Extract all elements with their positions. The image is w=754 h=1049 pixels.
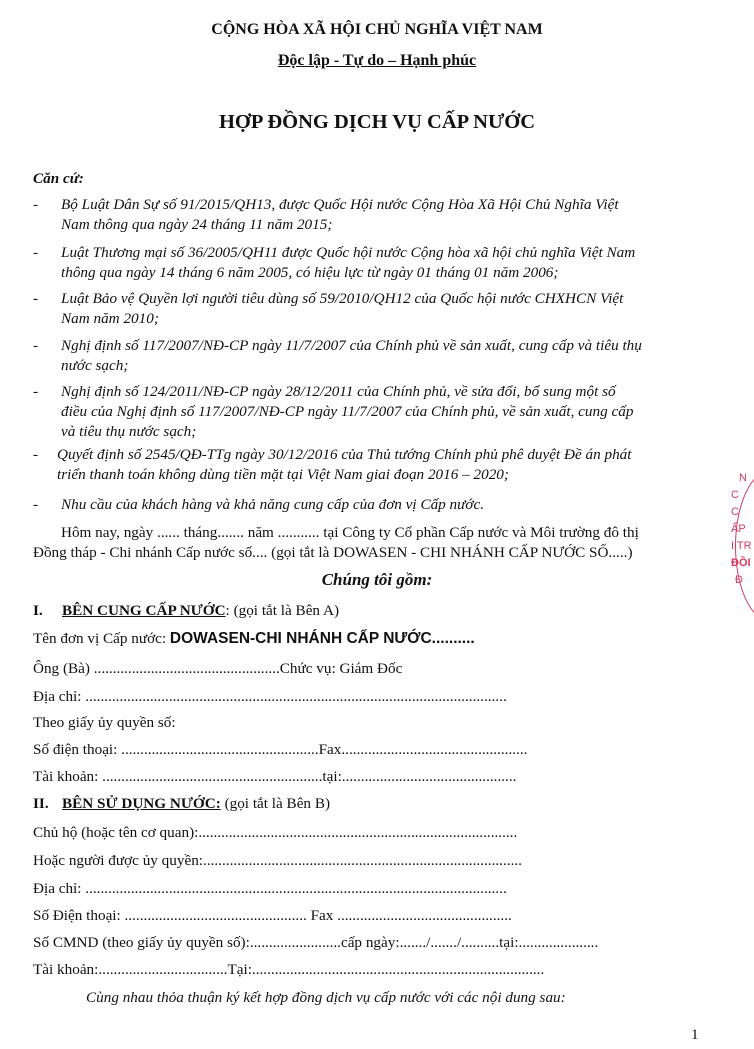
intro-line: Đồng tháp - Chi nhánh Cấp nước số.... (gọi tắt là DOWASEN - CHI NHÁNH CẤP NƯỚC SỐ.....) <box>33 544 633 561</box>
party-b-phone: Số Điện thoại: ................................................ Fax .............................................. <box>33 907 512 924</box>
nation-title: CỘNG HÒA XÃ HỘI CHỦ NGHĨA VIỆT NAM <box>211 21 543 38</box>
list-dash: - <box>33 496 39 513</box>
list-dash: - <box>33 244 39 261</box>
party-b-alias: (gọi tắt là Bên B) <box>220 795 331 812</box>
party-a-alias: : (gọi tắt là Bên A) <box>225 602 340 619</box>
parties-heading: Chúng tôi gồm: <box>321 570 433 589</box>
legal-basis-item-line: thông qua ngày 14 tháng 6 năm 2005, có hiệu lực từ ngày 01 tháng 01 năm 2006; <box>61 264 559 281</box>
list-dash: - <box>33 337 39 354</box>
stamp-text: Đ <box>735 574 743 586</box>
party-a-authorization: Theo giấy ủy quyền số: <box>33 714 176 731</box>
legal-basis-item-line: Quyết định số 2545/QĐ-TTg ngày 30/12/2016 của Thủ tướng Chính phủ phê duyệt Đề án phát <box>57 446 632 463</box>
stamp-text: ĐỒI <box>731 557 751 569</box>
list-dash: - <box>33 290 39 307</box>
list-dash: - <box>33 383 39 400</box>
stamp-text: C <box>731 489 739 501</box>
legal-basis-item-line: Bộ Luật Dân Sự số 91/2015/QH13, được Quốc Hội nước Cộng Hòa Xã Hội Chủ Nghĩa Việt <box>61 196 619 213</box>
page-number: 1 <box>691 1026 699 1043</box>
party-a-unit <box>33 630 475 648</box>
contract-title: HỢP ĐỒNG DỊCH VỤ CẤP NƯỚC <box>218 111 536 133</box>
official-stamp <box>729 470 754 620</box>
party-b-id-card: Số CMND (theo giấy ủy quyền số):........................cấp ngày:......./......./..........tại:..................... <box>33 934 599 951</box>
legal-basis-item-line: Nam năm 2010; <box>61 310 159 327</box>
list-dash: - <box>33 196 39 213</box>
stamp-text: ẤP <box>731 523 746 535</box>
closing-statement: Cùng nhau thỏa thuận ký kết hợp đồng dịch vụ cấp nước với các nội dung sau: <box>86 989 566 1006</box>
legal-basis-item-line: Luật Thương mại số 36/2005/QH11 được Quốc hội nước Cộng hòa xã hội chủ nghĩa Việt Nam <box>61 244 636 261</box>
party-b-name: BÊN SỬ DỤNG NƯỚC: <box>62 795 221 812</box>
party-b-heading <box>62 795 330 813</box>
legal-basis-item-line: và tiêu thụ nước sạch; <box>61 423 197 440</box>
stamp-text: C <box>731 506 739 518</box>
national-motto: Độc lập - Tự do – Hạnh phúc <box>277 52 477 69</box>
legal-basis-item-line: điều của Nghị định số 117/2007/NĐ-CP ngày 11/7/2007 của Chính phủ, về sản xuất, cung cấp <box>61 403 634 420</box>
party-b-account: Tài khoản:..................................Tại:............................................................................. <box>33 961 545 978</box>
stamp-text: N <box>739 472 747 484</box>
legal-basis-heading: Căn cứ: <box>33 170 84 187</box>
intro-line: Hôm nay, ngày ...... tháng....... năm ........... tại Công ty Cổ phần Cấp nước và Môi trường đô thị <box>61 524 639 541</box>
party-b-owner: Chủ hộ (hoặc tên cơ quan):.................................................................................... <box>33 824 518 841</box>
legal-basis-item-line: triển thanh toán không dùng tiền mặt tại Việt Nam giai đoạn 2016 – 2020; <box>57 466 509 483</box>
party-b-number: II. <box>33 795 49 812</box>
legal-basis-item-line: Nam thông qua ngày 24 tháng 11 năm 2015; <box>61 216 333 233</box>
stamp-text: I TR <box>731 540 752 552</box>
party-b-address: Địa chỉ: ............................................................................................................... <box>33 880 507 897</box>
legal-basis-item-line: Luật Bảo vệ Quyền lợi người tiêu dùng số 59/2010/QH12 của Quốc hội nước CHXHCN Việt <box>61 290 624 307</box>
party-a-unit-label: Tên đơn vị Cấp nước: <box>33 630 167 647</box>
legal-basis-item-line: Nhu cầu của khách hàng và khả năng cung cấp của đơn vị Cấp nước. <box>61 496 485 513</box>
party-a-number: I. <box>33 602 43 619</box>
party-b-delegate: Hoặc người được ủy quyền:.................................................................................... <box>33 852 522 869</box>
party-a-representative: Ông (Bà) .................................................Chức vụ: Giám Đốc <box>33 660 403 677</box>
legal-basis-item-line: Nghị định số 124/2011/NĐ-CP ngày 28/12/2011 của Chính phủ, về sửa đổi, bổ sung một số <box>61 383 616 400</box>
party-a-address: Địa chỉ: ............................................................................................................... <box>33 688 507 705</box>
party-a-heading <box>62 602 339 620</box>
list-dash: - <box>33 446 39 463</box>
party-a-account: Tài khoản: ..........................................................tại:.............................................. <box>33 768 517 785</box>
party-a-phone: Số điện thoại: ....................................................Fax................................................. <box>33 741 528 758</box>
legal-basis-item-line: nước sạch; <box>61 357 129 374</box>
legal-basis-item-line: Nghị định số 117/2007/NĐ-CP ngày 11/7/2007 của Chính phủ về sản xuất, cung cấp và tiêu thụ <box>61 337 642 354</box>
party-a-name: BÊN CUNG CẤP NƯỚC <box>62 602 226 619</box>
party-a-unit-value: DOWASEN-CHI NHÁNH CẤP NƯỚC.......... <box>169 630 475 647</box>
